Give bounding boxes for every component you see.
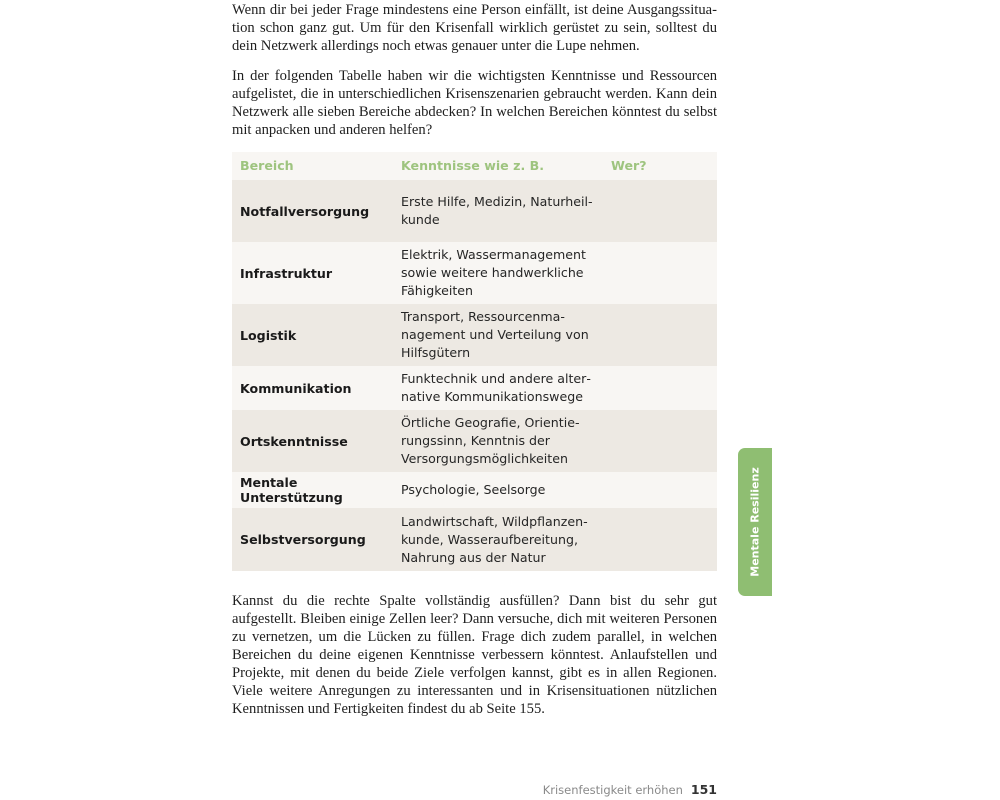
- page-number: 151: [690, 782, 717, 797]
- row-skills: Funktechnik und andere alternative Kommunikationswege: [401, 371, 591, 404]
- page-footer: [543, 782, 717, 797]
- footer-section-title: Krisenfestigkeit erhöhen: [542, 783, 683, 797]
- row-area: Logistik: [240, 327, 297, 343]
- table-row: [232, 180, 717, 242]
- row-skills: Transport, Ressourcenmanagement und Verteilung von Hilfsgütern: [401, 309, 589, 360]
- row-skills: Erste Hilfe, Medizin, Naturheilkunde: [401, 194, 593, 227]
- row-area: Ortskenntnisse: [240, 433, 348, 449]
- row-area: Notfallversorgung: [240, 203, 370, 219]
- table-row: [232, 508, 717, 571]
- chapter-tab: [738, 448, 772, 596]
- header-area: Bereich: [240, 158, 294, 173]
- header-who: Wer?: [611, 158, 647, 173]
- row-area: Selbstversorgung: [240, 532, 366, 547]
- row-skills: Elektrik, Wassermanagement sowie weitere handwerkliche Fähigkeiten: [401, 247, 586, 298]
- table-row: [232, 242, 717, 304]
- table-header: [232, 152, 717, 180]
- row-area: Kommunikation: [240, 380, 352, 396]
- header-skills: Kenntnisse wie z. B.: [401, 158, 544, 173]
- chapter-tab-label: Mentale Resilienz: [748, 467, 762, 577]
- row-skills: Psychologie, Seelsorge: [401, 482, 546, 497]
- intro-paragraph-1: Wenn dir bei jeder Frage mindestens eine Person einfällt, ist deine Ausgangssituation schon ganz gut. Um für den Krisenfall wirklich gerüstet zu sein, solltest du dein Netzwerk allerdings noch etwas genauer unter die Lupe nehmen.: [232, 2, 717, 54]
- closing-paragraph: Kannst du die rechte Spalte vollständig ausfüllen? Dann bist du sehr gut aufgestellt. Bleiben einige Zellen leer? Dann versuche, dich mit weiteren Personen zu vernetzen, um die Lücken zu füllen. Frage dich zudem parallel, in welchen Bereichen du deine eigenen Kenntnisse verbessern könntest. Anlaufstellen und Projekte, mit denen du beide Ziele verfolgen kannst, gibt es in allen Regionen. Viele weitere Anregungen zu interessanten und in Krisensituationen nützlichen Kenntnissen und Fertigkeiten findest du ab Seite 155.: [232, 593, 717, 717]
- intro-paragraph-2: In der folgenden Tabelle haben wir die wichtigsten Kenntnisse und Ressourcen aufgelistet, die in unterschiedlichen Krisenszenarien gebraucht werden. Kann dein Netzwerk alle sieben Bereiche abdecken? In welchen Bereichen könntest du selbst mit anpacken und anderen helfen?: [232, 68, 717, 138]
- skills-table: [232, 152, 717, 571]
- table-row: [232, 410, 717, 472]
- table-row: [232, 472, 717, 508]
- row-skills: Landwirtschaft, Wildpflanzenkunde, Wasseraufbereitung, Nahrung aus der Natur: [401, 513, 588, 565]
- table-row: [232, 366, 717, 410]
- row-area: Infrastruktur: [240, 265, 333, 281]
- row-area: Mentale Unterstützung: [240, 475, 343, 505]
- row-skills: Örtliche Geografie, Orientierungssinn, Kenntnis der Versorgungsmöglichkeiten: [401, 415, 580, 466]
- table-row: [232, 304, 717, 366]
